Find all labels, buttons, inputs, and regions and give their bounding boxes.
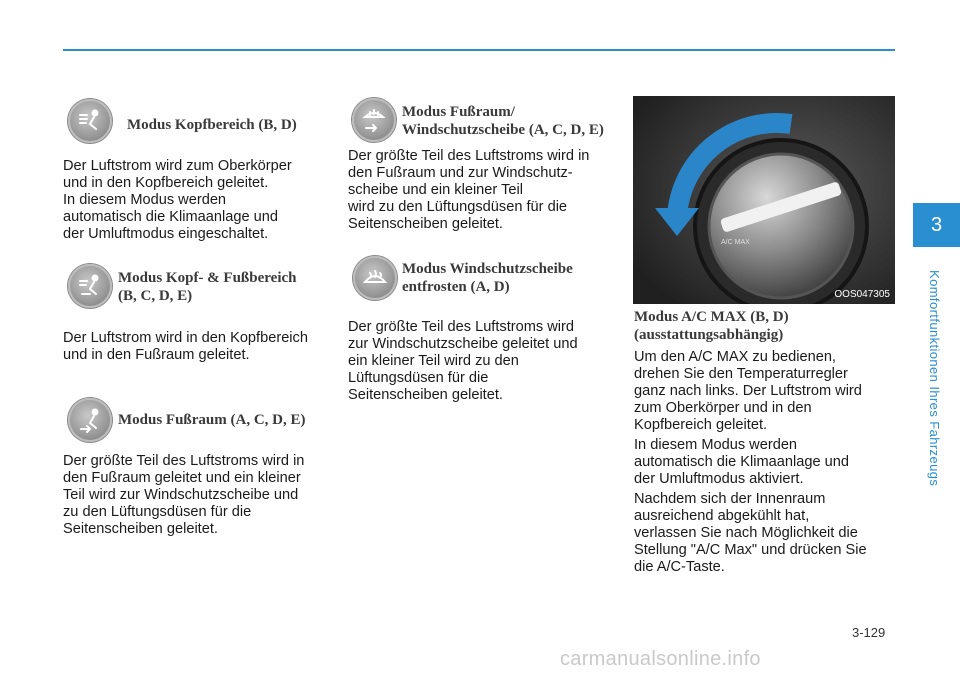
knob-label: A/C MAX — [721, 239, 750, 246]
paragraph-bilevel-mode: Der Luftstrom wird in den Kopfbereich und in den Fußraum geleitet. — [63, 330, 308, 363]
floor-defrost-icon — [352, 98, 396, 142]
paragraph-floor-defrost-mode: Der größte Teil des Luftstroms wird in den Fußraum und zur Windschutz- scheibe und ein kleiner Teil wird zu den Lüftungsdüsen für die Seitenscheiben geleitet. — [348, 148, 590, 232]
figure-code: OOS047305 — [834, 289, 890, 300]
floor-vent-icon — [68, 398, 112, 442]
heading-floor-defrost-mode: Modus Fußraum/ Windschutzscheibe (A, C, D, E) — [402, 104, 604, 138]
heading-face-mode: Modus Kopfbereich (B, D) — [127, 117, 297, 133]
paragraph-acmax-3: Nachdem sich der Innenraum ausreichend abgekühlt hat, verlassen Sie nach Möglichkeit die Stellung "A/C Max" und drücken Sie die A/C-Taste. — [634, 491, 867, 575]
paragraph-face-mode: Der Luftstrom wird zum Oberkörper und in den Kopfbereich geleitet. In diesem Modus werden automatisch die Klimaanlage und der Umluftmodus eingeschaltet. — [63, 158, 292, 242]
watermark: carmanualsonline.info — [560, 648, 761, 670]
heading-bilevel-mode: Modus Kopf- & Fußbereich (B, C, D, E) — [118, 270, 297, 304]
face-vent-icon — [68, 99, 112, 143]
header-rule — [63, 49, 895, 51]
knob-illustration — [633, 96, 895, 304]
heading-floor-mode: Modus Fußraum (A, C, D, E) — [118, 412, 306, 428]
bi-level-vent-icon — [68, 264, 112, 308]
paragraph-acmax-1: Um den A/C MAX zu bedienen, drehen Sie den Temperaturregler ganz nach links. Der Luftstrom wird zum Oberkörper und in den Kopfbereich geleitet. — [634, 349, 862, 433]
defrost-icon — [353, 256, 397, 300]
paragraph-floor-mode: Der größte Teil des Luftstroms wird in den Fußraum geleitet und ein kleiner Teil wird zur Windschutzscheibe und zu den Lüftungsdüsen für die Seitenscheiben geleitet. — [63, 453, 305, 537]
chapter-side-title: Komfortfunktionen Ihres Fahrzeugs — [927, 270, 942, 487]
temperature-knob-photo — [633, 96, 895, 304]
heading-defrost-mode: Modus Windschutzscheibe entfrosten (A, D) — [402, 261, 573, 295]
chapter-number-tab: 3 — [913, 203, 960, 247]
paragraph-defrost-mode: Der größte Teil des Luftstroms wird zur Windschutzscheibe geleitet und ein kleiner Teil wird zu den Lüftungsdüsen für die Seitenscheiben geleitet. — [348, 319, 578, 403]
heading-acmax-mode: Modus A/C MAX (B, D) (ausstattungsabhängig) — [634, 309, 789, 343]
paragraph-acmax-2: In diesem Modus werden automatisch die Klimaanlage und der Umluftmodus aktiviert. — [634, 437, 849, 487]
page-number: 3-129 — [852, 625, 886, 640]
